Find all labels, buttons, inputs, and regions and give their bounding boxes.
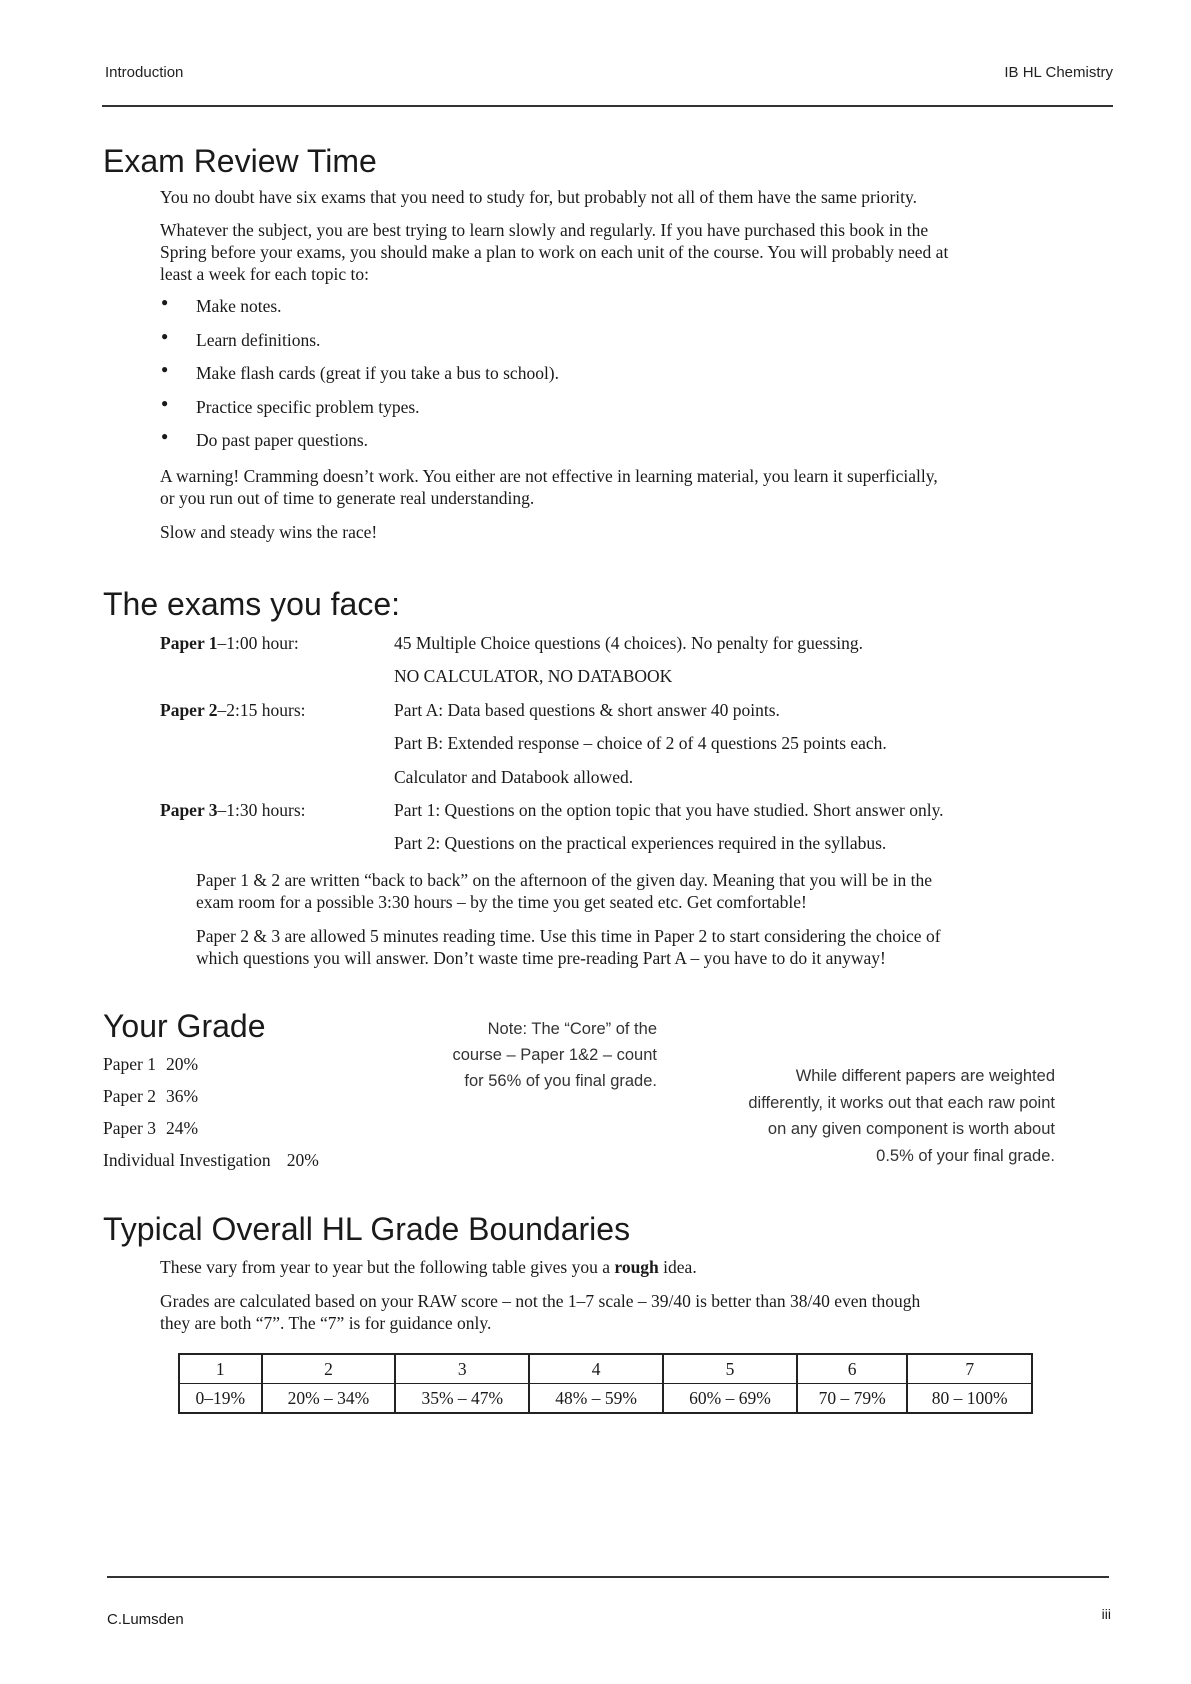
review-paragraph-2-line: least a week for each topic to: bbox=[160, 264, 369, 284]
footer-rule bbox=[107, 1576, 1109, 1578]
header-rule bbox=[102, 105, 1113, 107]
list-item: ● Learn definitions. bbox=[161, 328, 321, 350]
exam-description: Part A: Data based questions & short answer 40 points. bbox=[394, 699, 780, 720]
grade-cell: 4 bbox=[529, 1354, 663, 1384]
explanation-line: Grades are calculated based on your RAW score – not the 1–7 scale – 39/40 is better than 38/40 even though bbox=[160, 1291, 921, 1311]
exams-heading: The exams you face: bbox=[103, 586, 401, 622]
grade-weight-item: Paper 2 36% bbox=[103, 1086, 199, 1106]
grade-cell: 6 bbox=[797, 1354, 908, 1384]
exam-description: NO CALCULATOR, NO DATABOOK bbox=[394, 666, 673, 687]
boundaries-explanation bbox=[160, 1290, 920, 1334]
list-item: ● Do past paper questions. bbox=[161, 429, 369, 450]
study-list bbox=[158, 296, 559, 464]
header-section-label: Introduction bbox=[105, 64, 184, 81]
warning-line: or you run out of time to generate real understanding. bbox=[160, 488, 535, 508]
grade-cell: 3 bbox=[395, 1354, 529, 1384]
bullet-icon: ● bbox=[161, 362, 169, 376]
range-cell: 48% – 59% bbox=[529, 1384, 663, 1414]
review-paragraph-2-line: Spring before your exams, you should make a plan to work on each unit of the course. You will probably need at bbox=[160, 242, 949, 262]
range-cell: 35% – 47% bbox=[395, 1384, 529, 1414]
exam-description: Part 1: Questions on the option topic that you have studied. Short answer only. bbox=[394, 799, 944, 820]
header-book-title: IB HL Chemistry bbox=[1004, 64, 1113, 81]
review-heading: Exam Review Time bbox=[103, 143, 377, 179]
warning-paragraph bbox=[160, 465, 938, 509]
warning-line: A warning! Cramming doesn’t work. You either are not effective in learning material, you learn it superficially, bbox=[160, 466, 938, 486]
back-to-back-note bbox=[196, 869, 932, 913]
core-note: Note: The “Core” of the course – Paper 1&2 – count for 56% of you final grade. bbox=[452, 1020, 657, 1090]
exam-description: Part 2: Questions on the practical experiences required in the syllabus. bbox=[394, 833, 887, 854]
grade-weight-item: Individual Investigation 20% bbox=[103, 1150, 319, 1170]
range-cell: 20% – 34% bbox=[262, 1384, 396, 1414]
exam-description: Part B: Extended response – choice of 2 of 4 questions 25 points each. bbox=[394, 733, 887, 754]
grade-cell: 7 bbox=[907, 1354, 1032, 1384]
exam-description: Calculator and Databook allowed. bbox=[394, 766, 634, 787]
list-item: ● Make notes. bbox=[161, 295, 282, 316]
running-header bbox=[105, 62, 1113, 92]
boundaries-heading: Typical Overall HL Grade Boundaries bbox=[103, 1211, 631, 1247]
note-line: which questions you will answer. Don’t waste time pre-reading Part A – you have to do it anyway! bbox=[196, 948, 886, 968]
exam-label: Paper 2–2:15 hours: bbox=[160, 699, 306, 720]
exam-label: Paper 1–1:00 hour: bbox=[160, 633, 299, 653]
list-item: ● Practice specific problem types. bbox=[161, 395, 420, 417]
note-line: Paper 2 & 3 are allowed 5 minutes reading time. Use this time in Paper 2 to start considering the choice of bbox=[196, 926, 941, 946]
bullet-icon: ● bbox=[161, 328, 169, 343]
grade-boundaries-table bbox=[178, 1353, 1033, 1414]
review-paragraph-1: You no doubt have six exams that you need to study for, but probably not all of them have the same priority. bbox=[160, 187, 918, 207]
table-row bbox=[179, 1354, 1032, 1384]
table-row bbox=[179, 1384, 1032, 1414]
grade-cell: 5 bbox=[663, 1354, 797, 1384]
exam-description: 45 Multiple Choice questions (4 choices). No penalty for guessing. bbox=[394, 633, 864, 653]
range-cell: 80 – 100% bbox=[907, 1384, 1032, 1414]
range-cell: 0–19% bbox=[179, 1384, 262, 1414]
weighting-note: While different papers are weighted differently, it works out that each raw point on any given component is worth about 0.5% of your final grade. bbox=[748, 1067, 1055, 1165]
closing-line: Slow and steady wins the race! bbox=[160, 522, 378, 542]
list-item: ● Make flash cards (great if you take a bus to school). bbox=[161, 362, 560, 383]
page-number: iii bbox=[1101, 1606, 1111, 1622]
explanation-line: they are both “7”. The “7” is for guidance only. bbox=[160, 1313, 492, 1333]
review-paragraph-2-line: Whatever the subject, you are best trying to learn slowly and regularly. If you have purchased this book in the bbox=[160, 220, 929, 240]
range-cell: 70 – 79% bbox=[797, 1384, 908, 1414]
review-paragraph-2 bbox=[160, 219, 948, 285]
grade-heading: Your Grade bbox=[103, 1008, 266, 1044]
exam-label: Paper 3–1:30 hours: bbox=[160, 799, 306, 820]
grade-weights bbox=[103, 1054, 319, 1182]
note-line: Paper 1 & 2 are written “back to back” on the afternoon of the given day. Meaning that you will be in the bbox=[196, 870, 933, 890]
range-cell: 60% – 69% bbox=[663, 1384, 797, 1414]
bullet-icon: ● bbox=[161, 429, 169, 443]
footer-author: C.Lumsden bbox=[107, 1611, 184, 1628]
grade-weight-item: Paper 3 24% bbox=[103, 1118, 199, 1138]
grade-cell: 1 bbox=[179, 1354, 262, 1384]
note-line: exam room for a possible 3:30 hours – by the time you get seated etc. Get comfortable! bbox=[196, 892, 807, 912]
grade-weight-item: Paper 1 20% bbox=[103, 1054, 199, 1074]
reading-time-note bbox=[196, 925, 941, 969]
bullet-icon: ● bbox=[161, 295, 169, 309]
boundaries-intro: These vary from year to year but the following table gives you a rough idea. bbox=[160, 1257, 697, 1277]
bullet-icon: ● bbox=[161, 395, 169, 410]
grade-cell: 2 bbox=[262, 1354, 396, 1384]
